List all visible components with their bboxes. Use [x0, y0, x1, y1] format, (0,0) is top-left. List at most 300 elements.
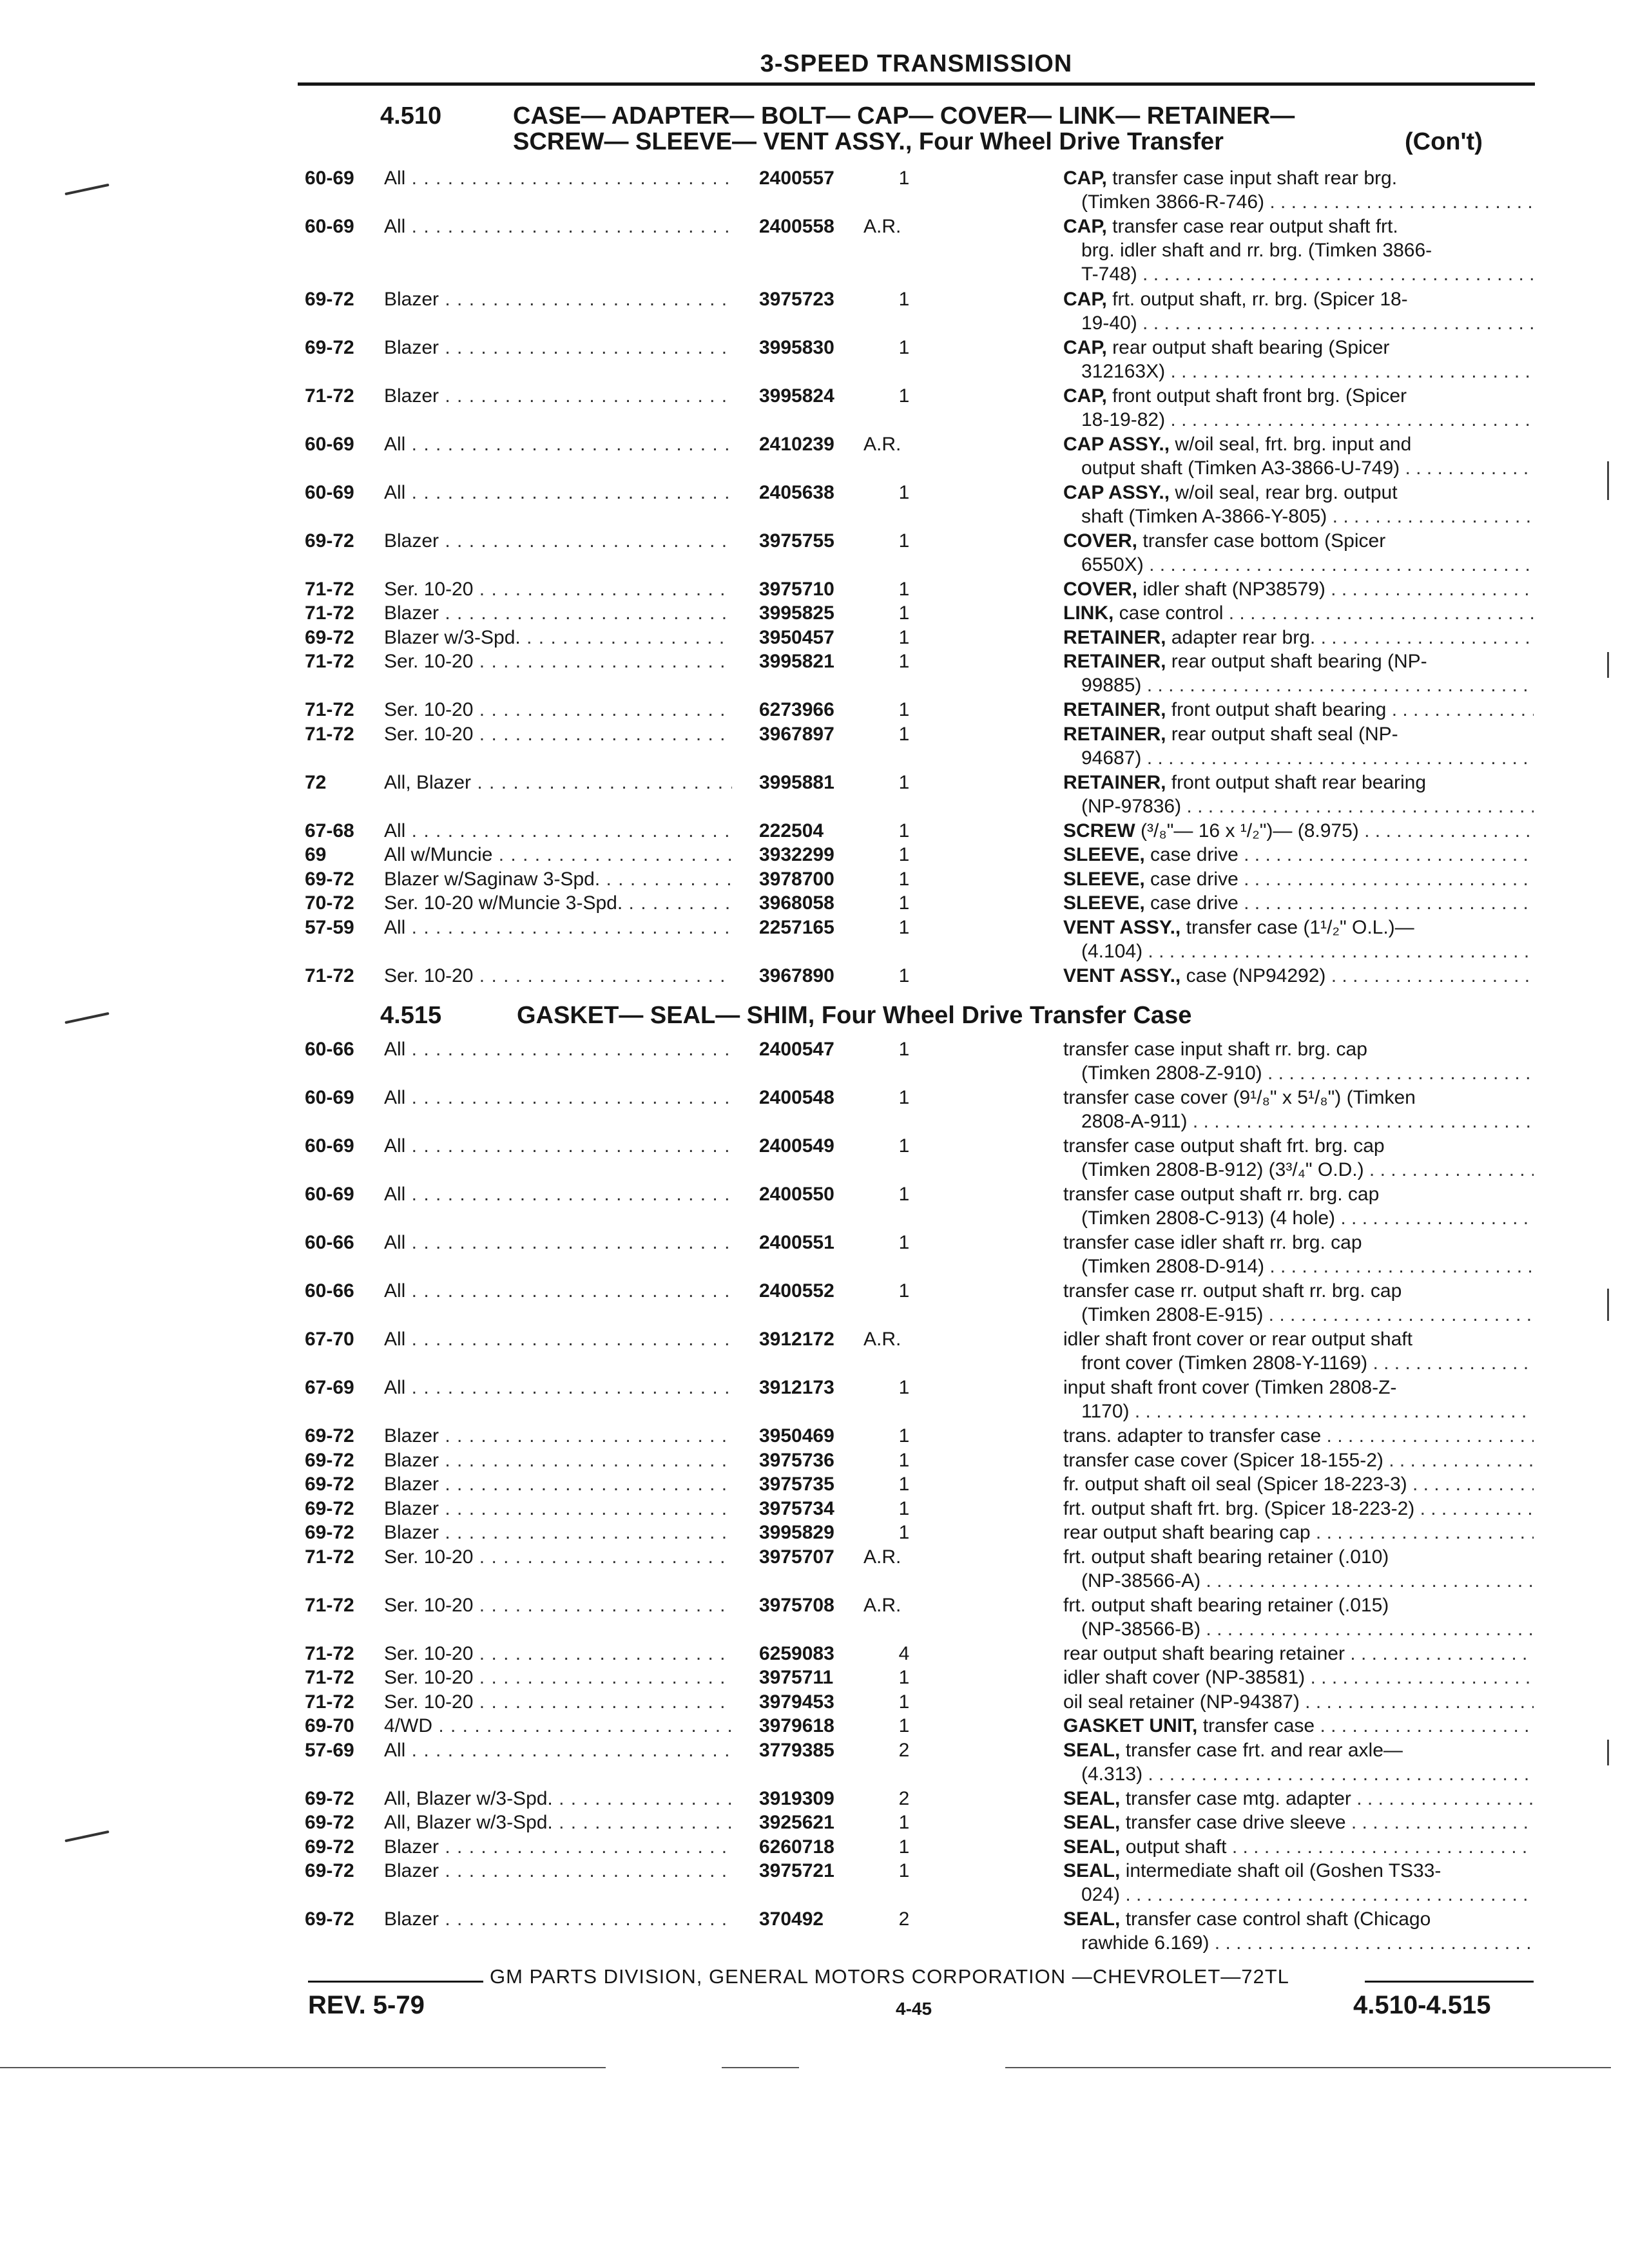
model-applicability: Ser. 10-20 . . . — [384, 649, 732, 673]
description-text: brg. idler shaft and rr. brg. (Timken 3866- — [1081, 240, 1432, 261]
quantity-as-required: A.R. — [863, 1546, 901, 1568]
model-applicability: All . . . — [384, 1182, 732, 1206]
model-applicability: Ser. 10-20 . . . — [384, 722, 732, 746]
description-text: (Timken 2808-D-914) — [1081, 1256, 1264, 1277]
part-description — [1063, 1811, 1534, 1834]
part-description — [1063, 819, 1534, 843]
description-line — [1063, 673, 1534, 697]
model-applicability: All . . . — [384, 166, 732, 190]
model-years: 71-72 — [305, 723, 354, 745]
part-name: CAP, — [1063, 168, 1107, 189]
description-text: 94687) — [1081, 747, 1142, 769]
part-description — [1063, 1472, 1534, 1496]
page-header: 3-SPEED TRANSMISSION — [760, 50, 1073, 77]
part-number: 3950457 — [759, 626, 834, 648]
part-number: 3975735 — [759, 1474, 834, 1495]
section-number: 4.510 — [380, 102, 442, 130]
part-number: 3975710 — [759, 578, 834, 600]
model-years: 69-70 — [305, 1715, 354, 1736]
part-name: CAP, — [1063, 336, 1107, 358]
model-applicability: All . . . — [384, 1738, 732, 1762]
description-text: transfer case rr. output shaft rr. brg. cap — [1063, 1280, 1402, 1302]
model-applicability: All . . . — [384, 1376, 732, 1399]
model-applicability: Blazer . . . — [384, 1497, 732, 1521]
quantity: 1 — [898, 602, 910, 624]
description-text: transfer case output shaft rr. brg. cap — [1063, 1184, 1380, 1205]
model-years: 71-72 — [305, 1546, 354, 1568]
continued-label: (Con't) — [1405, 128, 1483, 155]
description-line — [1063, 1690, 1534, 1714]
part-name: COVER, — [1063, 578, 1138, 600]
description-text: front output shaft rear bearing — [1166, 771, 1427, 793]
part-name: CAP, — [1063, 385, 1107, 407]
model-applicability: Blazer . . . — [384, 1521, 732, 1544]
page-number: 4-45 — [896, 1999, 932, 2019]
part-number: 2257165 — [759, 916, 834, 938]
description-line — [1063, 1811, 1534, 1834]
model-years: 69-72 — [305, 1497, 354, 1519]
model-applicability: All . . . — [384, 916, 732, 939]
description-line — [1063, 384, 1534, 408]
model-years: 69-72 — [305, 1908, 354, 1930]
description-text: transfer case bottom (Spicer — [1137, 530, 1386, 552]
section-title: GASKET— SEAL— SHIM, Four Wheel Drive Transfer Case — [517, 1002, 1192, 1029]
part-description — [1063, 1231, 1534, 1278]
model-years: 60-66 — [305, 1280, 354, 1302]
model-years: 60-69 — [305, 168, 354, 189]
part-number: 3950469 — [759, 1425, 834, 1446]
description-line — [1063, 794, 1534, 818]
quantity: 1 — [898, 820, 910, 841]
part-description — [1063, 698, 1534, 722]
part-number: 2400552 — [759, 1280, 834, 1302]
description-text: output shaft (Timken A3-3866-U-749) — [1081, 457, 1400, 479]
quantity: 1 — [898, 1135, 910, 1157]
part-number: 3995881 — [759, 771, 834, 793]
section-range: 4.510-4.515 — [1353, 1991, 1491, 2019]
description-line — [1063, 649, 1534, 673]
part-number: 370492 — [759, 1908, 824, 1930]
quantity: 1 — [898, 1280, 910, 1302]
model-years: 71-72 — [305, 651, 354, 672]
quantity-as-required: A.R. — [863, 1329, 901, 1350]
description-line — [1063, 1617, 1534, 1641]
description-text: 6550X) — [1081, 553, 1144, 575]
description-line — [1063, 1883, 1534, 1907]
model-years: 69-72 — [305, 1449, 354, 1471]
model-years: 60-66 — [305, 1039, 354, 1060]
model-years: 71-72 — [305, 965, 354, 986]
model-applicability: Blazer . . . — [384, 1424, 732, 1448]
model-years: 71-72 — [305, 385, 354, 407]
part-number: 2410239 — [759, 433, 834, 455]
quantity: 1 — [898, 771, 910, 793]
part-description — [1063, 1545, 1534, 1593]
part-name: SEAL, — [1063, 1739, 1121, 1761]
part-number: 3995824 — [759, 385, 834, 407]
part-description — [1063, 722, 1534, 770]
part-number: 3975708 — [759, 1594, 834, 1616]
edge-tick — [1607, 1740, 1609, 1765]
part-number: 6273966 — [759, 699, 834, 720]
model-applicability: All . . . — [384, 1134, 732, 1158]
part-name: COVER, — [1063, 530, 1138, 552]
description-text: 99885) — [1081, 675, 1142, 696]
description-text: (NP-38566-B) — [1081, 1618, 1201, 1640]
description-line — [1063, 939, 1534, 963]
part-name: CAP ASSY., — [1063, 481, 1170, 503]
description-text: front output shaft front brg. (Spicer — [1106, 385, 1407, 407]
part-number: 2400547 — [759, 1039, 834, 1060]
description-line — [1063, 1448, 1534, 1472]
description-line — [1063, 311, 1534, 335]
description-text: 024) — [1081, 1884, 1121, 1905]
quantity: 1 — [898, 1522, 910, 1543]
part-description — [1063, 481, 1534, 528]
description-text: transfer case control shaft (Chicago — [1120, 1908, 1431, 1930]
description-text: oil seal retainer (NP-94387) — [1063, 1691, 1300, 1713]
quantity: 1 — [898, 288, 910, 310]
part-name: SEAL, — [1063, 1787, 1121, 1809]
part-name: RETAINER, — [1063, 651, 1166, 672]
part-number: 2400551 — [759, 1232, 834, 1253]
part-description — [1063, 843, 1534, 867]
model-applicability: Blazer . . . — [384, 1448, 732, 1472]
description-line — [1063, 1931, 1534, 1955]
quantity: 1 — [898, 1377, 910, 1398]
model-years: 69-72 — [305, 288, 354, 310]
model-years: 70-72 — [305, 892, 354, 914]
part-description — [1063, 1424, 1534, 1448]
part-name: VENT ASSY., — [1063, 916, 1181, 938]
part-number: 3975707 — [759, 1546, 834, 1568]
part-description — [1063, 1279, 1534, 1327]
part-description — [1063, 1448, 1534, 1472]
edge-tick — [1607, 652, 1609, 678]
part-name: SLEEVE, — [1063, 868, 1145, 890]
description-text: transfer case output shaft frt. brg. cap — [1063, 1135, 1385, 1157]
model-applicability: Blazer . . . — [384, 1472, 732, 1496]
bottom-rule-right — [1005, 2067, 1611, 2068]
model-years: 60-66 — [305, 1232, 354, 1253]
description-text: (4.313) — [1081, 1763, 1143, 1785]
description-line — [1063, 1110, 1534, 1133]
quantity: 1 — [898, 965, 910, 986]
description-line — [1063, 1714, 1534, 1738]
part-name: SLEEVE, — [1063, 892, 1145, 914]
part-name: RETAINER, — [1063, 699, 1166, 720]
part-description — [1063, 577, 1534, 601]
model-years: 69-72 — [305, 868, 354, 890]
model-years: 69-72 — [305, 626, 354, 648]
model-years: 60-69 — [305, 1087, 354, 1108]
model-applicability: Ser. 10-20 . . . — [384, 577, 732, 601]
model-applicability: All w/Muncie . . . — [384, 843, 732, 867]
model-years: 69 — [305, 844, 327, 865]
description-text: shaft (Timken A-3866-Y-805) — [1081, 505, 1327, 527]
model-applicability: Blazer . . . — [384, 529, 732, 553]
model-applicability: 4/WD . . . — [384, 1714, 732, 1738]
part-name: SEAL, — [1063, 1908, 1121, 1930]
part-number: 3912173 — [759, 1377, 834, 1398]
quantity: 1 — [898, 1232, 910, 1253]
description-text: (NP-97836) — [1081, 795, 1182, 817]
edge-tick — [1607, 1289, 1609, 1321]
description-text: transfer case rear output shaft frt. — [1106, 216, 1398, 237]
model-applicability: All . . . — [384, 432, 732, 456]
part-number: 3912172 — [759, 1329, 834, 1350]
quantity: 1 — [898, 699, 910, 720]
description-line — [1063, 1472, 1534, 1496]
description-line — [1063, 1061, 1534, 1085]
model-applicability: All, Blazer . . . — [384, 771, 732, 794]
model-years: 71-72 — [305, 602, 354, 624]
header-rule — [298, 82, 1535, 86]
part-description — [1063, 1086, 1534, 1133]
description-line — [1063, 1666, 1534, 1689]
model-years: 69-72 — [305, 1860, 354, 1881]
model-applicability: Blazer w/3-Spd. . . . — [384, 626, 732, 649]
description-text: transfer case drive sleeve — [1120, 1812, 1346, 1833]
description-text: transfer case cover (9¹/₈" x 5¹/₈") (Timken — [1063, 1087, 1416, 1108]
model-years: 67-68 — [305, 820, 354, 841]
part-description — [1063, 1037, 1534, 1085]
model-years: 57-59 — [305, 916, 354, 938]
part-number: 3979453 — [759, 1691, 834, 1713]
model-applicability: Ser. 10-20 . . . — [384, 964, 732, 988]
model-years: 67-69 — [305, 1377, 354, 1398]
description-line — [1063, 964, 1534, 988]
model-applicability: Ser. 10-20 . . . — [384, 1666, 732, 1689]
model-applicability: All . . . — [384, 481, 732, 505]
description-line — [1063, 408, 1534, 432]
section-number: 4.515 — [380, 1002, 442, 1029]
description-line — [1063, 1134, 1534, 1158]
description-text: transfer case — [1197, 1715, 1315, 1736]
part-number: 3932299 — [759, 844, 834, 865]
part-name: CAP, — [1063, 216, 1107, 237]
model-years: 69-72 — [305, 1787, 354, 1809]
description-line — [1063, 456, 1534, 480]
part-number: 2400558 — [759, 216, 834, 237]
description-text: input shaft front cover (Timken 2808-Z- — [1063, 1377, 1397, 1398]
model-years: 69-72 — [305, 1812, 354, 1833]
description-text: (Timken 2808-B-912) (3³/₄" O.D.) — [1081, 1159, 1364, 1180]
part-description — [1063, 1907, 1534, 1955]
part-number: 3995825 — [759, 602, 834, 624]
description-text: (³/₈"— 16 x ¹/₂")— (8.975) — [1135, 820, 1359, 841]
part-description — [1063, 649, 1534, 697]
description-text: (Timken 2808-Z-910) — [1081, 1062, 1262, 1084]
description-line — [1063, 698, 1534, 722]
description-text: transfer case input shaft rear brg. — [1106, 168, 1398, 189]
part-number: 3975721 — [759, 1860, 834, 1881]
description-text: case (NP94292) — [1181, 965, 1326, 986]
description-text: w/oil seal, frt. brg. input and — [1170, 433, 1412, 455]
description-line — [1063, 1545, 1534, 1569]
description-text: case drive — [1144, 844, 1239, 865]
part-name: VENT ASSY., — [1063, 965, 1181, 986]
description-line — [1063, 1158, 1534, 1182]
part-description — [1063, 1642, 1534, 1666]
description-text: (4.104) — [1081, 940, 1143, 962]
description-text: rear output shaft bearing (Spicer — [1106, 336, 1390, 358]
description-line — [1063, 1303, 1534, 1327]
footer-rule-left — [308, 1981, 483, 1983]
part-number: 3975755 — [759, 530, 834, 552]
description-text: frt. output shaft bearing retainer (.015) — [1063, 1594, 1389, 1616]
description-line — [1063, 1738, 1534, 1762]
description-line — [1063, 215, 1534, 238]
description-line — [1063, 1037, 1534, 1061]
description-line — [1063, 1231, 1534, 1254]
bottom-rule-left — [0, 2067, 606, 2068]
part-number: 222504 — [759, 820, 824, 841]
part-description — [1063, 1690, 1534, 1714]
model-years: 69-72 — [305, 1425, 354, 1446]
part-name: GASKET UNIT, — [1063, 1715, 1198, 1736]
model-years: 60-69 — [305, 433, 354, 455]
description-line — [1063, 1907, 1534, 1931]
description-text: rear output shaft bearing cap — [1063, 1522, 1311, 1543]
model-years: 71-72 — [305, 1594, 354, 1616]
description-text: transfer case idler shaft rr. brg. cap — [1063, 1232, 1362, 1253]
quantity: 1 — [898, 1715, 910, 1736]
description-text: case control — [1113, 602, 1224, 624]
description-text: rear output shaft bearing retainer — [1063, 1642, 1345, 1664]
description-text: adapter rear brg. — [1166, 626, 1316, 648]
model-applicability: Blazer . . . — [384, 1835, 732, 1859]
description-line — [1063, 360, 1534, 383]
model-years: 60-69 — [305, 1135, 354, 1157]
part-description — [1063, 1738, 1534, 1786]
model-applicability: Blazer . . . — [384, 1859, 732, 1883]
part-number: 3967890 — [759, 965, 834, 986]
part-description — [1063, 287, 1534, 335]
description-text: rear output shaft seal (NP- — [1166, 723, 1398, 745]
model-applicability: Blazer . . . — [384, 1907, 732, 1931]
description-line — [1063, 432, 1534, 456]
part-description — [1063, 1327, 1534, 1375]
description-line — [1063, 262, 1534, 286]
description-text: w/oil seal, rear brg. output — [1170, 481, 1398, 503]
quantity-as-required: A.R. — [863, 1594, 901, 1616]
description-text: frt. output shaft frt. brg. (Spicer 18-223-2) — [1063, 1497, 1415, 1519]
description-text: transfer case mtg. adapter — [1120, 1787, 1351, 1809]
quantity: 1 — [898, 1474, 910, 1495]
description-line — [1063, 601, 1534, 625]
model-applicability: Ser. 10-20 . . . — [384, 1642, 732, 1666]
part-description — [1063, 626, 1534, 649]
quantity: 2 — [898, 1739, 910, 1761]
description-text: (Timken 2808-C-913) (4 hole) — [1081, 1207, 1336, 1229]
quantity: 1 — [898, 651, 910, 672]
model-applicability: Blazer . . . — [384, 384, 732, 408]
part-number: 3975711 — [759, 1667, 834, 1688]
quantity: 1 — [898, 626, 910, 648]
description-line — [1063, 626, 1534, 649]
part-number: 2400549 — [759, 1135, 834, 1157]
description-line — [1063, 1206, 1534, 1230]
description-text: transfer case (1¹/₂" O.L.)— — [1181, 916, 1414, 938]
quantity: 2 — [898, 1908, 910, 1930]
quantity: 1 — [898, 530, 910, 552]
model-applicability: All . . . — [384, 1086, 732, 1110]
description-text: transfer case cover (Spicer 18-155-2) — [1063, 1449, 1383, 1471]
model-applicability: Blazer . . . — [384, 601, 732, 625]
description-text: output shaft — [1120, 1836, 1227, 1858]
model-applicability: All, Blazer w/3-Spd. . . . — [384, 1811, 732, 1834]
part-name: SCREW — [1063, 820, 1135, 841]
description-line — [1063, 577, 1534, 601]
description-text: fr. output shaft oil seal (Spicer 18-223-3) — [1063, 1474, 1407, 1495]
description-line — [1063, 190, 1534, 214]
model-applicability: Ser. 10-20 . . . — [384, 1545, 732, 1569]
description-line — [1063, 1521, 1534, 1544]
description-text: 312163X) — [1081, 360, 1166, 382]
quantity: 1 — [898, 1836, 910, 1858]
part-description — [1063, 601, 1534, 625]
quantity: 1 — [898, 1497, 910, 1519]
model-years: 69-72 — [305, 1474, 354, 1495]
description-text: T-748) — [1081, 264, 1137, 285]
part-number: 2405638 — [759, 481, 834, 503]
part-name: SEAL, — [1063, 1860, 1121, 1881]
quantity: 1 — [898, 916, 910, 938]
part-name: RETAINER, — [1063, 626, 1166, 648]
model-years: 69-72 — [305, 1522, 354, 1543]
part-description — [1063, 1859, 1534, 1907]
description-text: idler shaft (NP38579) — [1137, 578, 1325, 600]
quantity: 2 — [898, 1787, 910, 1809]
model-applicability: All . . . — [384, 215, 732, 238]
description-text: 1170) — [1081, 1401, 1130, 1422]
part-description — [1063, 1134, 1534, 1182]
description-text: idler shaft front cover or rear output shaft — [1063, 1329, 1412, 1350]
part-name: SEAL, — [1063, 1812, 1121, 1833]
description-line — [1063, 746, 1534, 770]
description-line — [1063, 1859, 1534, 1883]
description-line — [1063, 1399, 1534, 1423]
part-description — [1063, 215, 1534, 286]
description-line — [1063, 1351, 1534, 1375]
part-number: 3979618 — [759, 1715, 834, 1736]
description-line — [1063, 771, 1534, 794]
description-text: 18-19-82) — [1081, 408, 1166, 430]
description-text: trans. adapter to transfer case — [1063, 1425, 1322, 1446]
part-description — [1063, 867, 1534, 891]
description-line — [1063, 1086, 1534, 1110]
model-years: 71-72 — [305, 578, 354, 600]
description-text: case drive — [1144, 892, 1239, 914]
model-applicability: All . . . — [384, 1327, 732, 1351]
part-number: 3779385 — [759, 1739, 834, 1761]
part-description — [1063, 336, 1534, 383]
quantity: 1 — [898, 1087, 910, 1108]
description-line — [1063, 1376, 1534, 1399]
description-line — [1063, 1642, 1534, 1666]
description-line — [1063, 843, 1534, 867]
description-line — [1063, 722, 1534, 746]
part-description — [1063, 1835, 1534, 1859]
description-line — [1063, 819, 1534, 843]
quantity: 1 — [898, 723, 910, 745]
part-number: 3975734 — [759, 1497, 834, 1519]
part-number: 3995830 — [759, 336, 834, 358]
description-text: transfer case frt. and rear axle— — [1120, 1739, 1403, 1761]
model-applicability: Blazer w/Saginaw 3-Spd. . . . — [384, 867, 732, 891]
model-applicability: Ser. 10-20 . . . — [384, 1593, 732, 1617]
